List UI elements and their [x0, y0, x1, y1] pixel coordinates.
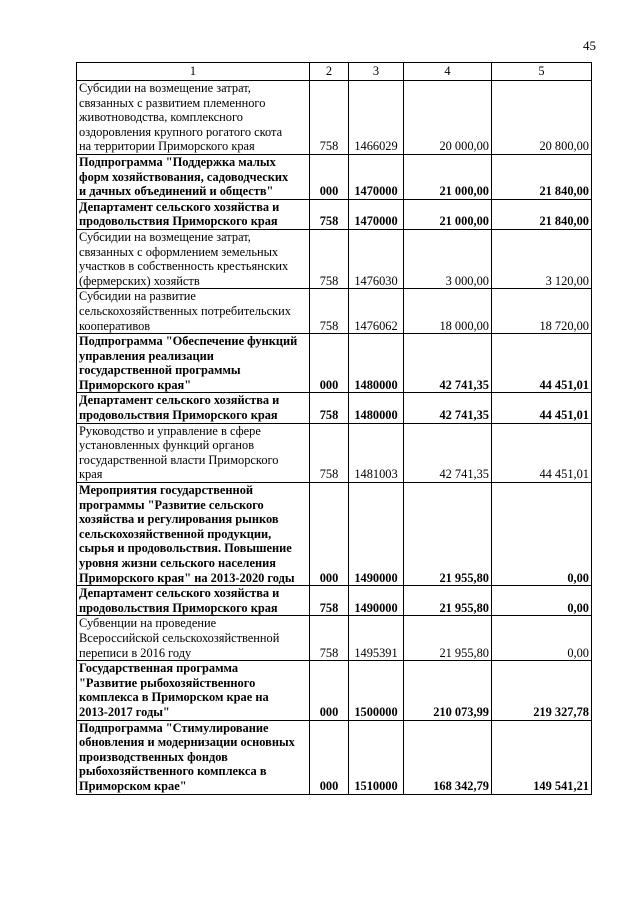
- row-amount-year1-cell: 21 955,80: [404, 586, 492, 616]
- row-amount-year2-cell: 3 120,00: [492, 229, 592, 288]
- row-department-code-cell: 758: [310, 229, 349, 288]
- row-target-code-cell: 1476062: [349, 289, 404, 334]
- row-name-cell: Субвенции на проведение Всероссийской сельскохозяйственной переписи в 2016 году: [77, 616, 310, 661]
- row-amount-year2-cell: 0,00: [492, 483, 592, 586]
- column-header-amount-year1: 4: [404, 63, 492, 81]
- table-row: [77, 720, 592, 794]
- column-header-department-code: 2: [310, 63, 349, 81]
- row-amount-year1-cell: 42 741,35: [404, 334, 492, 393]
- table-row: [77, 334, 592, 393]
- row-amount-year2-cell: 44 451,01: [492, 393, 592, 423]
- row-target-code-cell: 1470000: [349, 199, 404, 229]
- row-name-cell: Департамент сельского хозяйства и продовольствия Приморского края: [77, 586, 310, 616]
- row-target-code-cell: 1490000: [349, 586, 404, 616]
- row-amount-year1-cell: 21 955,80: [404, 483, 492, 586]
- row-name-cell: Департамент сельского хозяйства и продовольствия Приморского края: [77, 393, 310, 423]
- table-row: [77, 199, 592, 229]
- row-amount-year1-cell: 3 000,00: [404, 229, 492, 288]
- row-name-cell: Подпрограмма "Обеспечение функций управления реализации государственной программы Приморского края": [77, 334, 310, 393]
- row-amount-year1-cell: 21 000,00: [404, 199, 492, 229]
- row-department-code-cell: 000: [310, 720, 349, 794]
- row-name-cell: Мероприятия государственной программы "Развитие сельского хозяйства и регулирования рынков сельскохозяйственной продукции, сырья и продовольствия. Повышение уровня жизни сельского населения Приморского края" на 2013-2020 годы: [77, 483, 310, 586]
- row-name-cell: Подпрограмма "Поддержка малых форм хозяйствования, садоводческих и дачных объединений и обществ": [77, 154, 310, 199]
- row-department-code-cell: 758: [310, 423, 349, 482]
- row-name-cell: Руководство и управление в сфере установленных функций органов государственной власти Приморского края: [77, 423, 310, 482]
- row-target-code-cell: 1470000: [349, 154, 404, 199]
- row-target-code-cell: 1480000: [349, 334, 404, 393]
- row-target-code-cell: 1500000: [349, 661, 404, 720]
- row-amount-year1-cell: 168 342,79: [404, 720, 492, 794]
- budget-table: [76, 62, 592, 795]
- row-department-code-cell: 758: [310, 289, 349, 334]
- row-target-code-cell: 1495391: [349, 616, 404, 661]
- row-target-code-cell: 1476030: [349, 229, 404, 288]
- table-row: [77, 229, 592, 288]
- row-amount-year2-cell: 21 840,00: [492, 154, 592, 199]
- column-header-amount-year2: 5: [492, 63, 592, 81]
- row-amount-year2-cell: 0,00: [492, 586, 592, 616]
- row-amount-year2-cell: 0,00: [492, 616, 592, 661]
- table-row: [77, 81, 592, 155]
- table-row: [77, 616, 592, 661]
- row-department-code-cell: 758: [310, 199, 349, 229]
- row-target-code-cell: 1490000: [349, 483, 404, 586]
- row-amount-year2-cell: 18 720,00: [492, 289, 592, 334]
- row-target-code-cell: 1481003: [349, 423, 404, 482]
- row-department-code-cell: 758: [310, 81, 349, 155]
- table-row: [77, 393, 592, 423]
- row-target-code-cell: 1510000: [349, 720, 404, 794]
- row-name-cell: Субсидии на возмещение затрат, связанных с оформлением земельных участков в собственность крестьянских (фермерских) хозяйств: [77, 229, 310, 288]
- row-department-code-cell: 758: [310, 616, 349, 661]
- row-amount-year1-cell: 21 000,00: [404, 154, 492, 199]
- row-amount-year2-cell: 20 800,00: [492, 81, 592, 155]
- row-target-code-cell: 1466029: [349, 81, 404, 155]
- row-department-code-cell: 000: [310, 154, 349, 199]
- row-name-cell: Субсидии на возмещение затрат, связанных с развитием племенного животноводства, комплексного оздоровления крупного рогатого скота на территории Приморского края: [77, 81, 310, 155]
- table-row: [77, 661, 592, 720]
- row-name-cell: Субсидии на развитие сельскохозяйственных потребительских кооперативов: [77, 289, 310, 334]
- row-amount-year2-cell: 44 451,01: [492, 423, 592, 482]
- row-department-code-cell: 758: [310, 586, 349, 616]
- row-name-cell: Государственная программа "Развитие рыбохозяйственного комплекса в Приморском крае на 2013-2017 годы": [77, 661, 310, 720]
- row-amount-year1-cell: 42 741,35: [404, 423, 492, 482]
- row-amount-year2-cell: 149 541,21: [492, 720, 592, 794]
- table-row: [77, 154, 592, 199]
- row-amount-year1-cell: 18 000,00: [404, 289, 492, 334]
- row-department-code-cell: 000: [310, 661, 349, 720]
- row-amount-year1-cell: 21 955,80: [404, 616, 492, 661]
- page-number: 45: [583, 38, 596, 53]
- column-header-name: 1: [77, 63, 310, 81]
- table-body: [77, 81, 592, 795]
- row-name-cell: Департамент сельского хозяйства и продовольствия Приморского края: [77, 199, 310, 229]
- row-amount-year1-cell: 210 073,99: [404, 661, 492, 720]
- row-name-cell: Подпрограмма "Стимулирование обновления и модернизации основных производственных фондов рыбохозяйственного комплекса в Приморском крае": [77, 720, 310, 794]
- row-amount-year1-cell: 42 741,35: [404, 393, 492, 423]
- row-amount-year2-cell: 219 327,78: [492, 661, 592, 720]
- table-row: [77, 586, 592, 616]
- row-target-code-cell: 1480000: [349, 393, 404, 423]
- table-row: [77, 289, 592, 334]
- row-department-code-cell: 000: [310, 483, 349, 586]
- row-amount-year2-cell: 44 451,01: [492, 334, 592, 393]
- table-row: [77, 423, 592, 482]
- table-header-row: [77, 63, 592, 81]
- row-amount-year2-cell: 21 840,00: [492, 199, 592, 229]
- row-amount-year1-cell: 20 000,00: [404, 81, 492, 155]
- table-row: [77, 483, 592, 586]
- row-department-code-cell: 758: [310, 393, 349, 423]
- column-header-target-code: 3: [349, 63, 404, 81]
- row-department-code-cell: 000: [310, 334, 349, 393]
